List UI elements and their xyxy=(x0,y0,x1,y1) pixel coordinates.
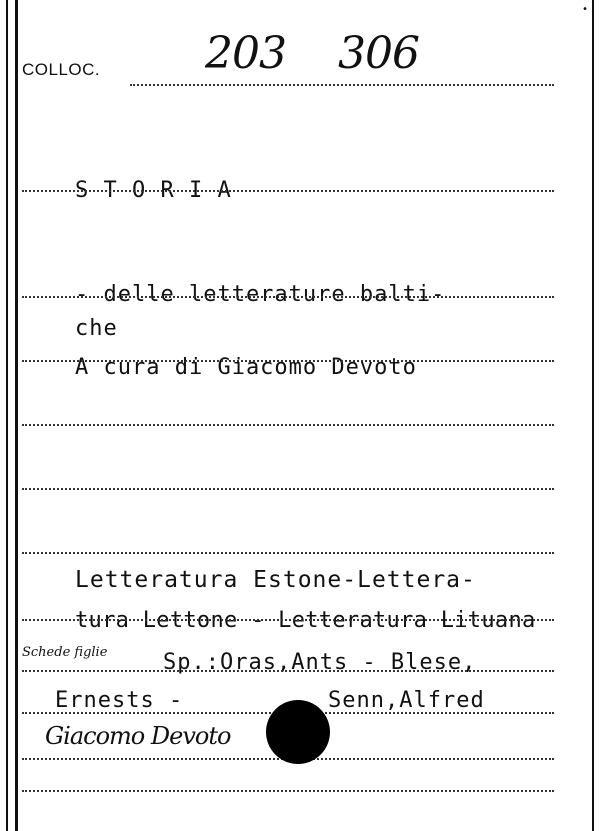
punch-hole xyxy=(266,700,330,764)
dotted-rule-6 xyxy=(22,552,554,554)
card-edge-right xyxy=(592,0,594,831)
card-edge-left-inner xyxy=(15,0,18,831)
colloc-label: COLLOC. xyxy=(22,60,101,79)
shelfmark-part-2: 306 xyxy=(338,28,419,79)
card-edge-left-outer xyxy=(6,0,8,831)
dotted-rule-11 xyxy=(22,790,554,792)
subject-line-2: tura Lettone - Letteratura Lituana xyxy=(75,608,536,633)
schede-figlie-label: Schede figlie xyxy=(22,645,108,660)
card-title: S T O R I A xyxy=(75,178,232,203)
authors-line-1: Sp.:Oras,Ants - Blese, xyxy=(163,650,477,675)
corner-mark: • xyxy=(582,4,589,15)
subtitle-line-2: che xyxy=(75,316,118,341)
dotted-rule-7 xyxy=(22,619,554,621)
dotted-rule-8 xyxy=(22,670,554,672)
handwritten-signature: Giacomo Devoto xyxy=(45,722,231,750)
editor-line: A cura di Giacomo Devoto xyxy=(75,355,417,380)
dotted-rule-2 xyxy=(22,296,554,298)
shelfmark-part-1: 203 xyxy=(205,28,286,79)
subject-line-1: Letteratura Estone-Lettera- xyxy=(75,567,476,593)
authors-line-2-continued: Senn,Alfred xyxy=(328,688,485,713)
subtitle-line-1: - delle letterature balti- xyxy=(75,282,446,307)
authors-line-2: Ernests - xyxy=(55,688,184,713)
dotted-rule-4 xyxy=(22,424,554,426)
dotted-rule-colloc xyxy=(130,84,554,86)
dotted-rule-5 xyxy=(22,488,554,490)
dotted-rule-3 xyxy=(22,360,554,362)
dotted-rule-1 xyxy=(22,190,554,192)
